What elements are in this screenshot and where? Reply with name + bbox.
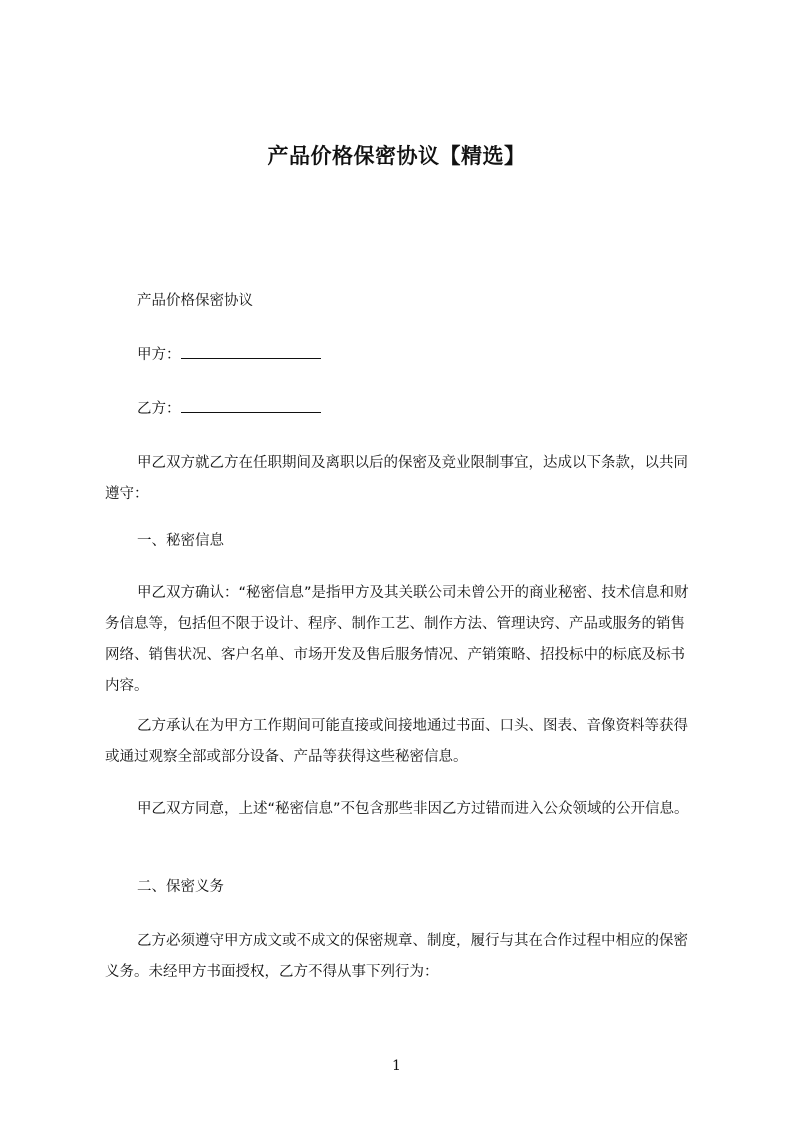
section1-paragraph-2: 乙方承认在为甲方工作期间可能直接或间接地通过书面、口头、图表、音像资料等获得或通过观察全部或部分设备、产品等获得这些秘密信息。 (105, 718, 688, 765)
section1-heading: 一、秘密信息 (137, 533, 224, 549)
party-b-blank (181, 410, 321, 413)
party-a-label: 甲方： (137, 347, 181, 363)
party-a-blank (181, 356, 321, 359)
agreement-subtitle: 产品价格保密协议 (137, 293, 253, 309)
section1-paragraph-1: 甲乙双方确认：“秘密信息”是指甲方及其关联公司未曾公开的商业秘密、技术信息和财务信息等，包括但不限于设计、程序、制作工艺、制作方法、管理诀窍、产品或服务的销售网络、销售状况、客户名单、市场开发及售后服务情况、产销策略、招投标中的标底及标书内容。 (105, 585, 689, 694)
section2-paragraph-1: 乙方必须遵守甲方成文或不成文的保密规章、制度，履行与其在合作过程中相应的保密义务。未经甲方书面授权，乙方不得从事下列行为： (105, 933, 688, 980)
intro-paragraph: 甲乙双方就乙方在任职期间及离职以后的保密及竞业限制事宜，达成以下条款，以共同遵守： (105, 455, 688, 502)
section1-paragraph-3: 甲乙双方同意，上述“秘密信息”不包含那些非因乙方过错而进入公众领域的公开信息。 (137, 801, 689, 817)
page-number: 1 (392, 1058, 401, 1074)
party-b-line (137, 399, 321, 419)
document-title: 产品价格保密协议【精选】 (267, 144, 526, 168)
section2-heading: 二、保密义务 (137, 879, 224, 895)
party-a-line (137, 345, 321, 365)
party-b-label: 乙方： (137, 401, 181, 417)
